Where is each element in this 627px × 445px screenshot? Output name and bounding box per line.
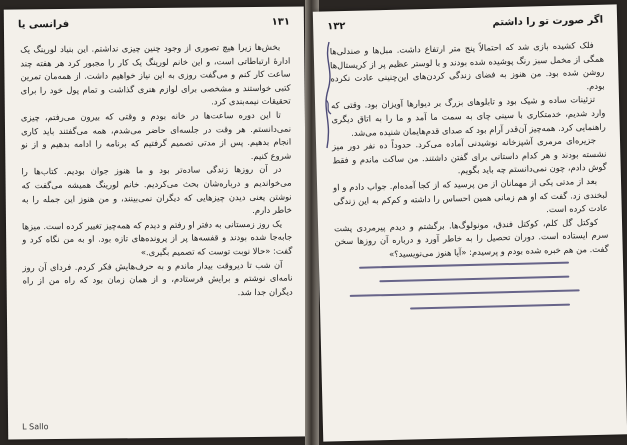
margin-pen-sketch: [322, 40, 336, 150]
right-paragraph: فلک کشیده بازی شد که احتمالاً پنج متر ارتفاع داشت. مبل‌ها و صندلی‌ها همگی از مخمل سبز رنگ پوشیده شده بودند و با لوستر عظیم پر از کریستال‌ها روشن شده بود. من هنوز به فضای زندگی کردن‌های این‌چنینی عادت نکرده بودم.: [329, 39, 605, 91]
right-page-number: ۱۳۲: [327, 20, 346, 33]
left-paragraph: یک روز زمستانی به دفتر او رفتم و دیدم که همه‌چیز تغییر کرده است. میزها جابه‌جا شده بودند و قفسه‌ها پر از پرونده‌های تازه بود. او به من نگاه کرد و گفت: «حالا نوبت توست که تصمیم بگیری.»: [21, 218, 293, 258]
right-body-text: [330, 39, 609, 263]
right-paragraph: کوکتل گل کلم، کوکتل فندق، مونولوگ‌ها. برگشتم و دیدم پیرمردی پشت سرم ایستاده است. دوران تحصیل را به خاطر آورد و درباره آن روزها سخن گفت. من هم خبره شده بودم و پرسیدم: «آیا هنوز می‌نویسید؟»: [333, 216, 609, 259]
right-running-title: اگر صورت تو را داشتم: [492, 14, 604, 29]
right-paragraph: تزئینات ساده و شیک بود و تابلوهای بزرگ بر دیوارها آویزان بود. وقتی که وارد شدیم، خدمتکاری با سینی چای به سمت ما آمد و ما را به اتاق دیگری راهنمایی کرد. همه‌چیز آن‌قدر آرام بود که صدای قدم‌هایمان شنیده می‌شد.: [330, 94, 606, 138]
left-paragraph: تا این دوره ساعت‌ها در خانه بودم و وقتی که بیرون می‌رفتم، چیزی نمی‌دانستم. هر وقت در جلسه‌ای حاضر می‌شدم، همه می‌گفتند باید کاری انجام بدهیم. پس از مدتی تصمیم گرفتیم که برنامه را ادامه بدهیم و از نو شروع کنیم.: [20, 109, 292, 161]
right-page: [313, 4, 627, 441]
right-running-head: [327, 15, 603, 36]
left-footer-mark: L Sallo: [22, 422, 49, 432]
left-paragraph: آن شب تا دیروقت بیدار ماندم و به حرف‌هایش فکر کردم. فردای آن روز نامه‌ای نوشتم و برایش فرستادم، و از همان زمان بود که راه من از راه دیگران جدا شد.: [22, 259, 293, 297]
right-paragraph: جزیره‌ای مرمری آشپزخانه نوشیدنی آماده می‌کرد. حدوداً ده نفر دور میز نشسته بودند و هر کدام داستانی برای گفتن داشتند. من ساکت ماندم و فقط گوش دادم، چون نمی‌دانستم چه باید بگویم.: [331, 135, 607, 176]
right-paragraph: بعد از مدتی یکی از مهمانان از من پرسید که از کجا آمده‌ام. جواب دادم و او لبخندی زد. گفت که او هم زمانی همین احساس را داشته و کم‌کم به این زندگی عادت کرده است.: [332, 175, 608, 215]
left-running-title: فرانسی یا: [17, 18, 70, 31]
left-body-text: [20, 41, 293, 302]
pen-underline: [359, 262, 569, 269]
pen-underline: [379, 276, 569, 282]
left-page-number: ۱۳۱: [271, 16, 290, 28]
left-running-head: [18, 17, 290, 34]
left-paragraph: بخش‌ها زیرا هیچ تصوری از وجود چنین چیزی نداشتم. این بنیاد لورینگ یک ادارهٔ ارتباطاتی است، و این خانم لورینگ یک کار را مجبور کرد هر هفته چند ساعت کار کنم و می‌گفت روزی به این نیاز خواهیم داشت. از همه‌مان تمرین کتبی خواستند و مشخصی برای لوازم هنری گذاشت و تمام پول خود را برای تحقیقات نیمه‌بندی کرد.: [20, 41, 291, 107]
left-paragraph: در آن روزها زندگی ساده‌تر بود و ما هنوز جوان بودیم. کتاب‌ها را می‌خواندیم و درباره‌شان بحث می‌کردیم. خانم لورینگ همیشه می‌گفت که نوشتن یعنی دیدن چیزهایی که دیگران نمی‌بینند، و من هنوز این جمله را به خاطر دارم.: [21, 164, 292, 216]
pen-underline: [350, 289, 580, 296]
pen-underline: [410, 304, 570, 310]
left-page: [4, 6, 308, 439]
